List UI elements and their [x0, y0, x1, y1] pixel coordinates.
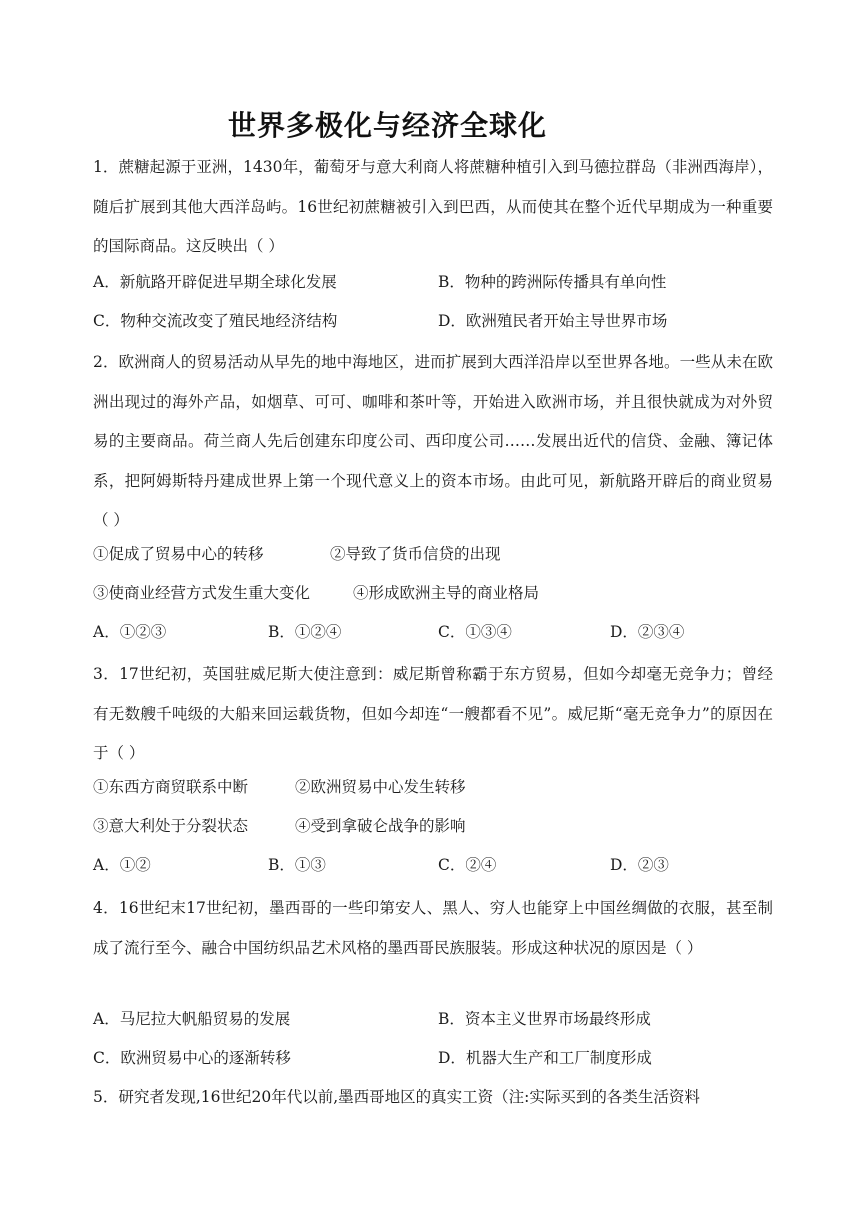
question-5-stem: 5．研究者发现,16世纪20年代以前,墨西哥地区的真实工资（注:实际买到的各类生活资料	[93, 1088, 700, 1106]
question-2-item-3: ③使商业经营方式发生重大变化	[93, 584, 311, 602]
question-3-option-c: C．②④	[438, 856, 497, 874]
question-2-option-a: A．①②③	[93, 623, 167, 641]
question-4-option-b: B．资本主义世界市场最终形成	[438, 1010, 651, 1028]
question-2-item-2: ②导致了货币信贷的出现	[330, 545, 501, 563]
question-3-item-3: ③意大利处于分裂状态	[93, 817, 249, 835]
question-4-option-d: D．机器大生产和工厂制度形成	[438, 1049, 652, 1067]
document-title: 世界多极化与经济全球化	[228, 109, 548, 142]
question-3-item-1: ①东西方商贸联系中断	[93, 778, 249, 796]
question-2-item-4: ④形成欧洲主导的商业格局	[353, 584, 540, 602]
question-2-option-d: D．②③④	[610, 623, 685, 641]
question-3-option-a: A．①②	[93, 856, 151, 874]
question-3-item-2: ②欧洲贸易中心发生转移	[295, 778, 466, 796]
question-3-option-d: D．②③	[610, 856, 669, 874]
question-2-item-1: ①促成了贸易中心的转移	[93, 545, 264, 563]
question-3-option-b: B．①③	[268, 856, 326, 874]
question-1-option-a: A．新航路开辟促进早期全球化发展	[93, 273, 337, 291]
question-1-option-c: C．物种交流改变了殖民地经济结构	[93, 312, 338, 330]
question-1-option-b: B．物种的跨洲际传播具有单向性	[438, 273, 667, 291]
question-2-option-b: B．①②④	[268, 623, 342, 641]
question-4-option-c: C．欧洲贸易中心的逐渐转移	[93, 1049, 291, 1067]
question-1-option-d: D．欧洲殖民者开始主导世界市场	[438, 312, 668, 330]
question-4-option-a: A．马尼拉大帆船贸易的发展	[93, 1010, 291, 1028]
question-1-stem: 1．蔗糖起源于亚洲，1430年，葡萄牙与意大利商人将蔗糖种植引入到马德拉群岛（非洲西海岸），随后扩展到其他大西洋岛屿。16世纪初蔗糖被引入到巴西，从而使其在整个近代早期成为一种重要的国际商品。这反映出（ ）	[93, 158, 773, 255]
question-3-stem: 3．17世纪初，英国驻威尼斯大使注意到：威尼斯曾称霸于东方贸易，但如今却毫无竞争力；曾经有无数艘千吨级的大船来回运载货物，但如今却连“一艘都看不见”。威尼斯“毫无竞争力”的原因在于（ ）	[93, 665, 773, 762]
question-2-option-c: C．①③④	[438, 623, 512, 641]
question-3-item-4: ④受到拿破仑战争的影响	[295, 817, 466, 835]
question-4-stem: 4．16世纪末17世纪初，墨西哥的一些印第安人、黑人、穷人也能穿上中国丝绸做的衣服，甚至制成了流行至今、融合中国纺织品艺术风格的墨西哥民族服装。形成这种状况的原因是（ ）	[93, 899, 773, 957]
question-2-stem: 2．欧洲商人的贸易活动从早先的地中海地区，进而扩展到大西洋沿岸以至世界各地。一些从未在欧洲出现过的海外产品，如烟草、可可、咖啡和茶叶等，开始进入欧洲市场，并且很快就成为对外贸易的主要商品。荷兰商人先后创建东印度公司、西印度公司……发展出近代的信贷、金融、簿记体系，把阿姆斯特丹建成世界上第一个现代意义上的资本市场。由此可见，新航路开辟后的商业贸易（ ）	[93, 353, 773, 529]
